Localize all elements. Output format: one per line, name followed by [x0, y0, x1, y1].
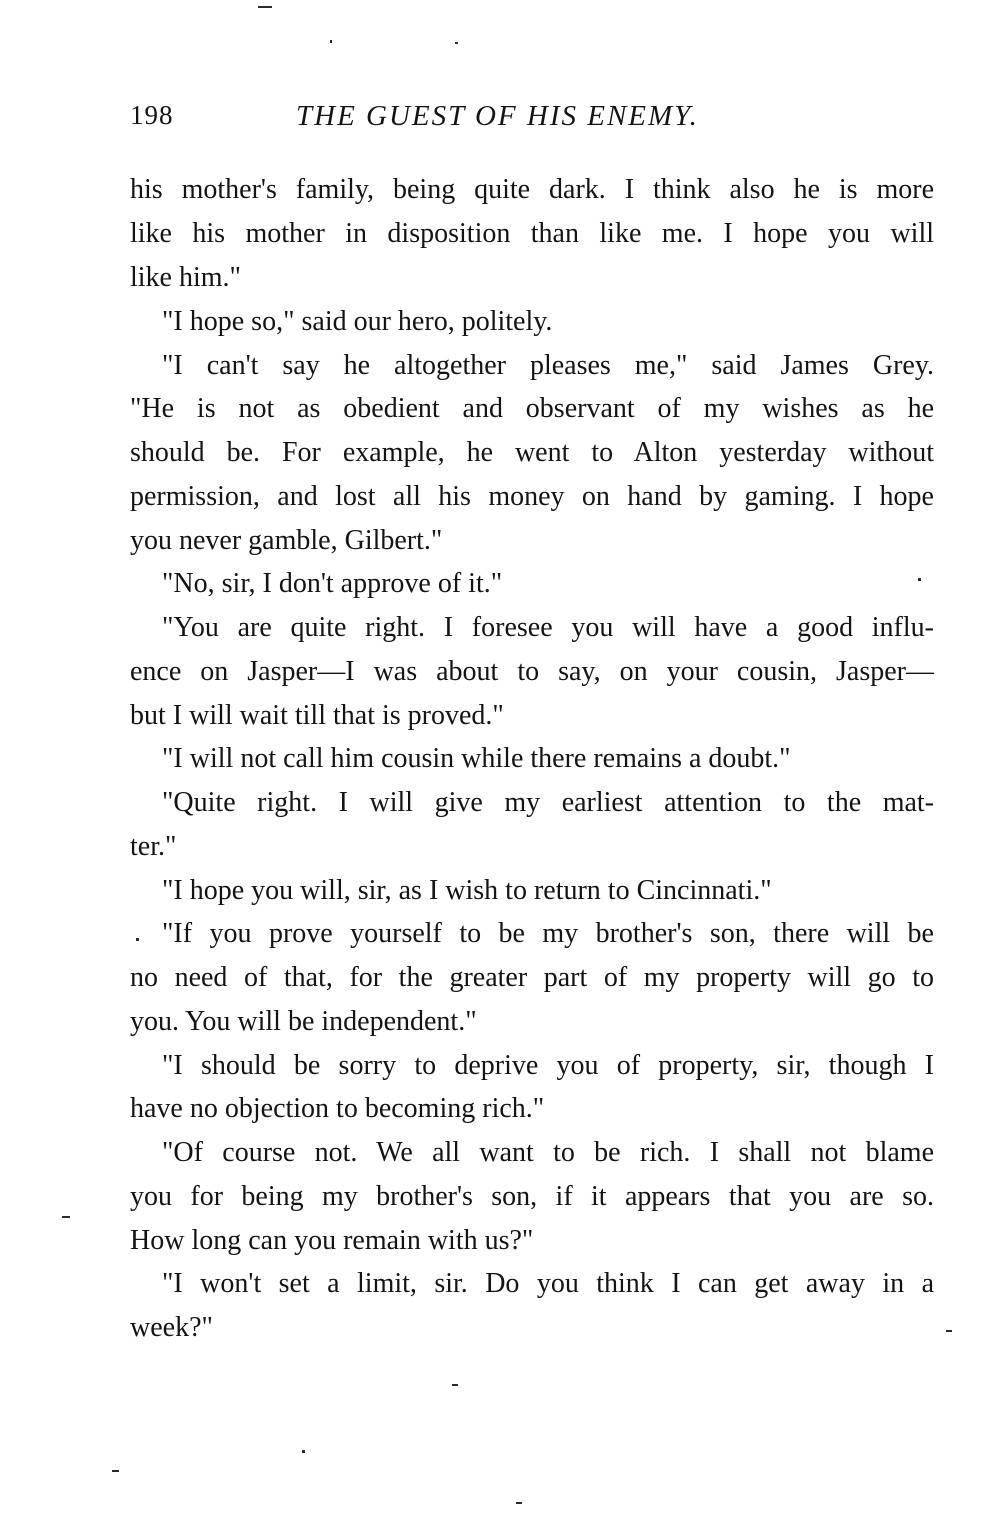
text-line: "If you prove yourself to be my brother's son, there will be: [162, 918, 934, 949]
scan-speck: [62, 1216, 70, 1218]
text-line: "Of course not. We all want to be rich. I shall not blame: [162, 1137, 934, 1168]
scan-speck: [136, 938, 139, 941]
scan-speck: [302, 1450, 305, 1453]
running-title: THE GUEST OF HIS ENEMY.: [296, 100, 699, 132]
text-line: ter.": [130, 831, 177, 862]
scan-speck: [330, 40, 332, 43]
text-line: "I can't say he altogether pleases me," said James Grey.: [162, 350, 934, 381]
text-line: "He is not as obedient and observant of my wishes as he: [130, 393, 934, 424]
text-line: "You are quite right. I foresee you will have a good influ-: [162, 612, 934, 643]
text-line: like him.": [130, 262, 241, 293]
text-line: should be. For example, he went to Alton yesterday without: [130, 437, 934, 468]
text-line: have no objection to becoming rich.": [130, 1093, 545, 1124]
text-line: no need of that, for the greater part of my property will go to: [130, 962, 934, 993]
page-header: [130, 100, 930, 140]
text-line: "I should be sorry to deprive you of property, sir, though I: [162, 1050, 934, 1081]
text-line: "I hope you will, sir, as I wish to return to Cincinnati.": [162, 875, 772, 906]
text-line: but I will wait till that is proved.": [130, 700, 504, 731]
scan-speck: [452, 1384, 458, 1386]
text-line: week?": [130, 1312, 213, 1343]
text-line: you never gamble, Gilbert.": [130, 525, 443, 556]
page-number: 198: [130, 100, 174, 130]
text-line: you. You will be independent.": [130, 1006, 477, 1037]
text-line: permission, and lost all his money on hand by gaming. I hope: [130, 481, 934, 512]
text-line: his mother's family, being quite dark. I think also he is more: [130, 174, 934, 205]
text-line: "Quite right. I will give my earliest attention to the mat-: [162, 787, 934, 818]
text-line: "I hope so," said our hero, politely.: [162, 306, 553, 337]
text-line: ence on Jasper—I was about to say, on your cousin, Jasper—: [130, 656, 934, 687]
scan-speck: [946, 1330, 952, 1332]
text-line: "I won't set a limit, sir. Do you think I can get away in a: [162, 1268, 934, 1299]
text-line: "I will not call him cousin while there remains a doubt.": [162, 743, 791, 774]
text-line: you for being my brother's son, if it appears that you are so.: [130, 1181, 934, 1212]
scan-speck: [455, 42, 458, 44]
scan-speck: [112, 1470, 119, 1472]
text-line: like his mother in disposition than like me. I hope you will: [130, 218, 934, 249]
scan-speck: [258, 6, 272, 8]
text-line: "No, sir, I don't approve of it.": [162, 568, 503, 599]
scan-speck: [516, 1502, 522, 1504]
text-line: How long can you remain with us?": [130, 1225, 534, 1256]
scan-speck: [918, 578, 921, 581]
